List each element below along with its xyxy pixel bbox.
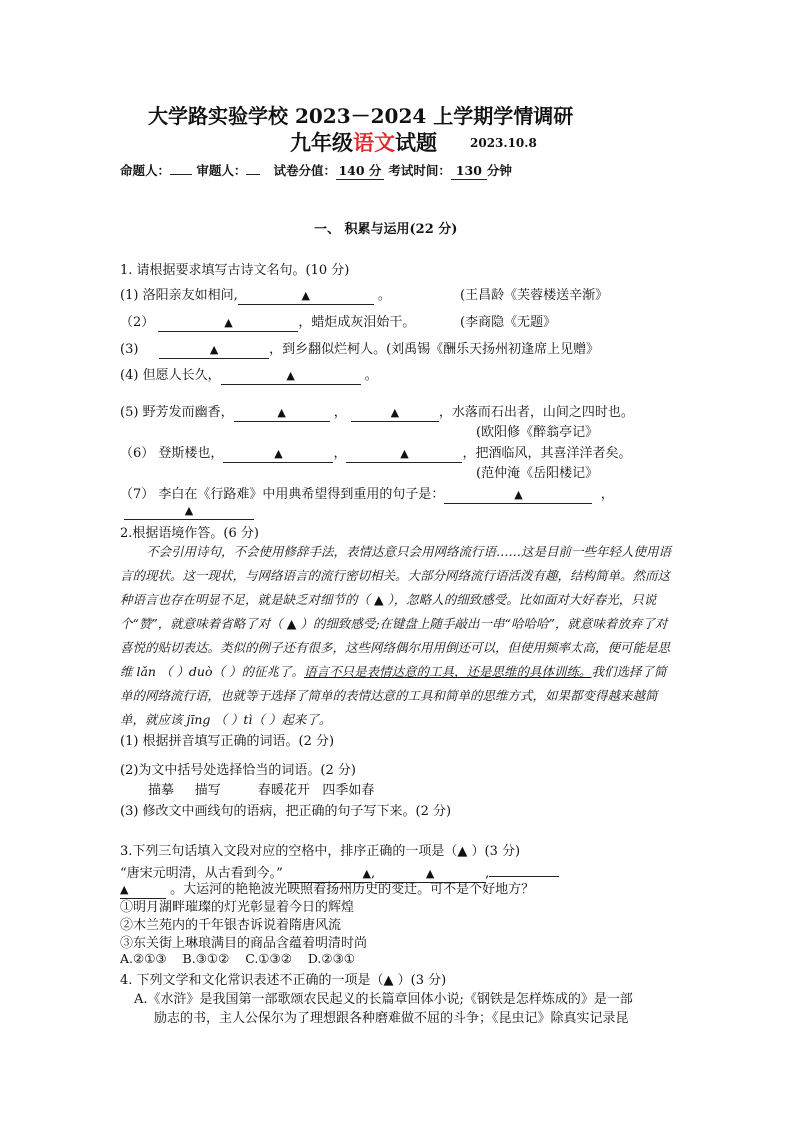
marker-icon: ▲ [274, 447, 283, 460]
item-num: （7） [120, 487, 155, 502]
answer-blank[interactable] [234, 405, 330, 422]
exam-title-subject: 语文 [353, 130, 395, 155]
q1-item-7 [120, 483, 614, 504]
marker-icon: ▲ [184, 504, 194, 517]
answer-blank[interactable] [159, 342, 269, 359]
q3-choice-1: ①明月湖畔璀璨的灯光彰显着今日的辉煌 [120, 900, 355, 915]
answer-blank[interactable] [223, 446, 333, 463]
q1-item-1 [120, 284, 391, 305]
setter-label: 命题人： [120, 163, 171, 178]
q2-sub2: (2)为文中括号处选择恰当的词语。(2 分) [120, 763, 356, 778]
reviewer-field[interactable] [246, 158, 260, 175]
q3-stem: 3.下列三句话填入文段对应的空格中，排序正确的一项是（▲ ）(3 分) [120, 844, 521, 859]
q3-choice-3: ③东关街上琳琅满目的商品含蕴着明清时尚 [120, 936, 368, 951]
item-text: 登斯楼也， [158, 446, 224, 461]
q1-item-2 [120, 311, 415, 332]
score-label: 试卷分值： [273, 163, 336, 178]
section-title: 一、 积累与运用(22 分) [314, 222, 458, 237]
q2-stem: 2.根据语境作答。(6 分) [120, 526, 259, 541]
q2-options [148, 779, 374, 798]
exam-title-prefix: 九年级 [290, 130, 353, 155]
q3-passage-line1: “唐宋元明清，从古看到今。” ▲, ▲ , [120, 860, 559, 883]
q4-option-a-line2: 励志的书，主人公保尔为了理想跟各种磨难做不屈的斗争；《昆虫记》除真实记录昆 [154, 1011, 629, 1026]
option-word: 描摹 [148, 783, 175, 798]
q1-source-1: (王昌龄《芙蓉楼送辛渐》 [460, 288, 609, 303]
q1-item-5 [120, 401, 634, 422]
passage-text: 我们选择了简单的网络流行语，也就等于选择了简单的表情达意的工具和简单的思维方式，如果都变得越来越简单，就应该 jīng （ ）tì（ ）起来了。 [120, 664, 667, 727]
q3-choice-2: ②木兰苑内的千年银杏诉说着隋唐风流 [120, 918, 342, 933]
q3-answers [120, 951, 355, 966]
score-value: 140 分 [336, 163, 384, 180]
q1-source-2: (李商隐《无题》 [460, 315, 557, 330]
answer-blank[interactable] [346, 446, 462, 463]
answer-blank[interactable] [351, 405, 439, 422]
item-text: 。 [377, 288, 391, 303]
marker-icon: ▲ [400, 447, 409, 460]
passage-text: 。大运河的艳艳波光映照着扬州历史的变迁。可不是个好地方？ [170, 882, 535, 897]
passage-text: 不会引用诗句，不会使用修辞手法，表情达意只会用网络流行语……这是目前一些年轻人使用语言的现状。这一现状，与网络语言的流行密切相关。大部分网络流行语活泼有趣，结构简单。然而这种语言也存在明显不足，就是缺乏对细节的（ ▲ ），忽略人的细致感受。比如面对大好春光，只说个“赞”，就意味着省略了对（ ▲ ）的细致感受;在键盘上随手敲出一串“哈哈哈”，就意味着放弃了对喜悦的贴切表达。类似的例子还有很多，这些网络偶尔用用倒还可以，但使用频率太高，便可能是思维 lǎn （ ）duò（ ）的征兆了。 [120, 544, 672, 679]
item-num: （6） [120, 446, 155, 461]
marker-icon: ▲ [209, 343, 219, 356]
option-word: 描写 [194, 783, 221, 798]
q2-passage [120, 540, 676, 732]
item-num: (1) [120, 288, 139, 303]
item-num: (3) [120, 342, 139, 357]
answer-blank[interactable] [238, 288, 374, 305]
answer-option[interactable]: D.②③① [307, 951, 356, 966]
q1-item-4 [120, 364, 378, 385]
answer-blank[interactable] [158, 315, 298, 332]
answer-blank[interactable] [221, 368, 361, 385]
time-value: 130 [451, 163, 487, 180]
setter-field[interactable] [170, 158, 192, 175]
q1-item-7-line2 [124, 503, 254, 520]
marker-icon: ▲ [120, 883, 129, 896]
exam-title [290, 127, 437, 157]
time-unit: 分钟 [486, 163, 512, 178]
item-text: 李白在《行路难》中用典希望得到重用的句子是： [158, 487, 445, 502]
q2-sub3: (3) 修改文中画线句的语病，把正确的句子写下来。(2 分) [120, 804, 452, 819]
reviewer-label: 审题人： [196, 163, 247, 178]
q4-stem: 4. 下列文学和文化常识表述不正确的一项是（▲ ）(3 分) [120, 973, 447, 988]
item-num: （2） [120, 315, 155, 330]
item-num: (5) [120, 405, 139, 420]
item-text: 洛阳亲友如相问, [142, 288, 238, 303]
item-text: ， [333, 446, 347, 461]
answer-blank[interactable] [489, 860, 559, 877]
item-num: (4) [120, 368, 139, 383]
underlined-sentence: 语言不只是表情达意的工具，还是思维的具体训练。 [303, 664, 592, 679]
exam-meta-line [120, 158, 512, 180]
marker-icon: ▲ [277, 406, 286, 419]
school-title: 大学路实验学校 2023－2024 上学期学情调研 [148, 104, 574, 128]
item-text: ，水落而石出者，山间之四时也。 [438, 405, 634, 420]
q1-source-6: (范仲淹《岳阳楼记》 [476, 466, 599, 481]
item-text: ，到乡翻似烂柯人。(刘禹锡《酬乐天扬州初逢席上见赠》 [269, 342, 600, 357]
answer-option[interactable]: B.③①② [182, 951, 230, 966]
q4-option-a-line1: A.《水浒》是我国第一部歌颂农民起义的长篇章回体小说;《钢铁是怎样炼成的》是一部 [134, 992, 633, 1007]
exam-title-suffix: 试题 [395, 130, 437, 155]
answer-blank[interactable] [124, 503, 254, 520]
answer-option[interactable]: A.②①③ [120, 951, 167, 966]
q2-sub1: (1) 根据拼音填写正确的词语。(2 分) [120, 734, 335, 749]
q1-item-6 [120, 442, 631, 463]
exam-date: 2023.10.8 [470, 136, 537, 150]
marker-icon: ▲ [286, 369, 295, 382]
marker-icon: ▲ [301, 289, 310, 302]
q1-item-3 [120, 338, 599, 359]
item-text: ， [600, 487, 614, 502]
option-word: 四季如春 [322, 783, 375, 798]
passage-text: “唐宋元明清，从古看到今。” [120, 866, 283, 881]
q1-stem: 1. 请根据要求填写古诗文名句。(10 分) [120, 263, 350, 278]
item-text: 但愿人长久， [142, 368, 221, 383]
q1-source-5: (欧阳修《醉翁亭记》 [476, 425, 599, 440]
item-text: ，蜡炬成灰泪始干。 [298, 315, 416, 330]
item-text: ， [333, 405, 347, 420]
answer-blank[interactable] [444, 487, 592, 504]
item-text: 野芳发而幽香， [142, 405, 234, 420]
marker-icon: ▲ [514, 488, 523, 501]
marker-icon: ▲ [224, 316, 233, 329]
time-label: 考试时间： [388, 163, 451, 178]
item-text: ，把酒临风，其喜洋洋者矣。 [462, 446, 632, 461]
marker-icon: ▲ [362, 867, 371, 880]
item-text: 。 [364, 368, 378, 383]
option-word: 春暖花开 [257, 783, 310, 798]
marker-icon: ▲ [425, 867, 435, 880]
answer-option[interactable]: C.①③② [245, 951, 292, 966]
marker-icon: ▲ [390, 406, 400, 419]
